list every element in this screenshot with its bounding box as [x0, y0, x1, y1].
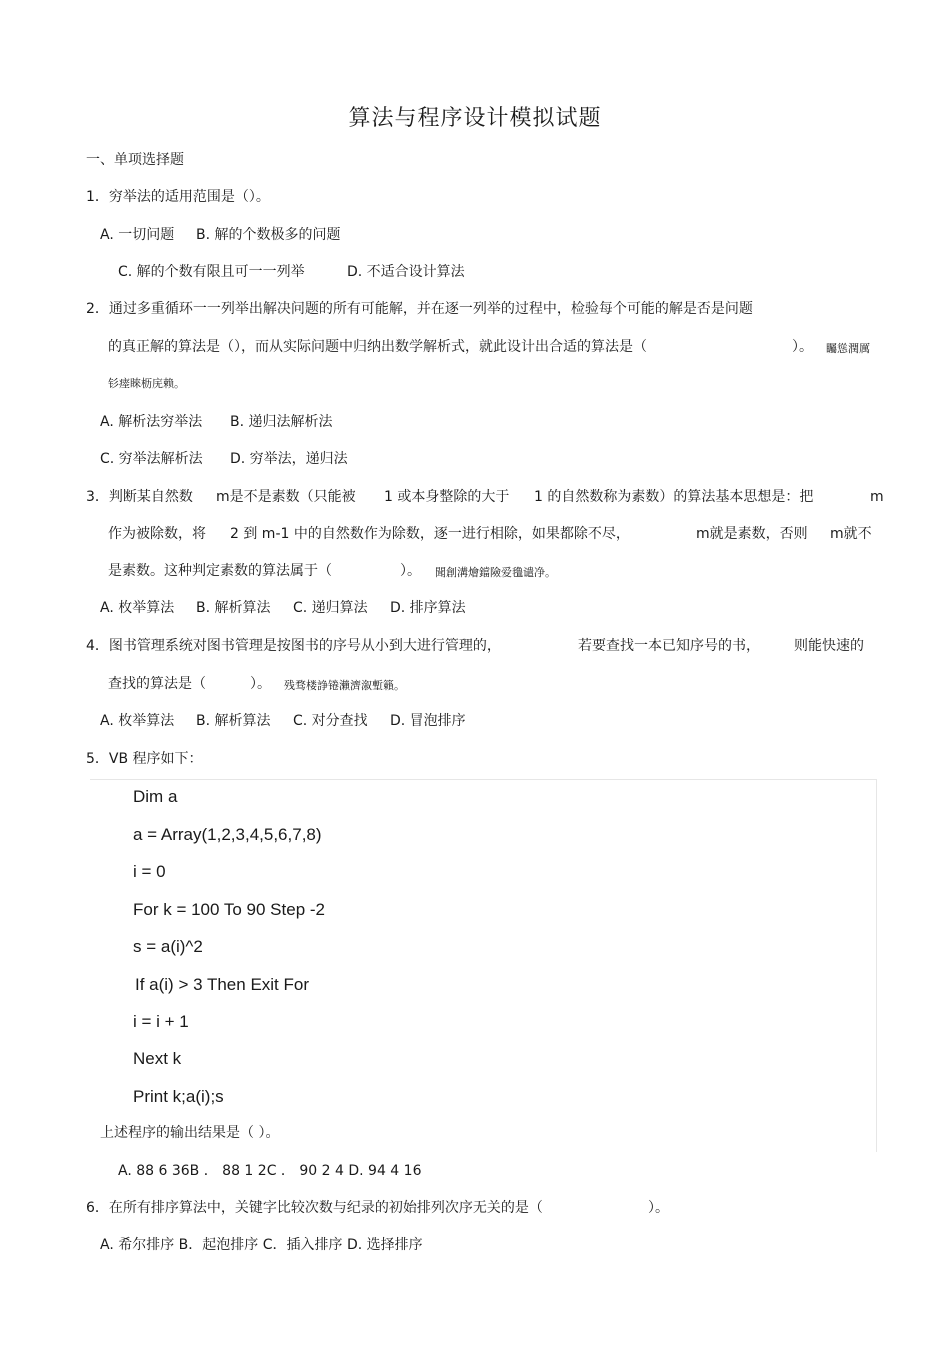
question-1-option-d: D. 不适合设计算法: [347, 264, 465, 280]
page-title: 算法与程序设计模拟试题: [348, 106, 602, 131]
question-2-option-a: A. 解析法穷举法: [100, 414, 203, 430]
question-3-line-1b: m是不是素数（只能被: [216, 489, 356, 505]
question-3-line-1c: 1 或本身整除的大于: [384, 489, 510, 505]
question-4-line-1a: 4．图书管理系统对图书管理是按图书的序号从小到大进行管理的，: [86, 638, 501, 654]
question-1-stem: 1．穷举法的适用范围是（）。: [86, 189, 270, 205]
question-2-option-b: B. 递归法解析法: [230, 414, 333, 430]
question-5-after-code: 上述程序的输出结果是（ ）。: [100, 1125, 280, 1141]
code-line: i = i + 1: [133, 1012, 189, 1031]
question-3-option-d: D. 排序算法: [390, 600, 466, 616]
question-4-line-1c: 则能快速的: [794, 638, 864, 654]
question-3-line-1d: 1 的自然数称为素数）的算法基本思想是：把: [534, 489, 814, 505]
question-3-line-2a: 作为被除数，将: [108, 526, 206, 542]
question-3-line-1a: 3．判断某自然数: [86, 489, 193, 505]
question-2-option-d: D. 穷举法，递归法: [230, 451, 348, 467]
question-3-noise: 聞創溝燴鐺險爱氇谴净。: [435, 566, 556, 579]
question-2-line-1: 2．通过多重循环一一列举出解决问题的所有可能解，并在逐一列举的过程中，检验每个可能的解是否是问题: [86, 301, 753, 317]
question-3-option-c: C. 递归算法: [293, 600, 368, 616]
question-3-line-1e: m: [870, 489, 884, 505]
question-4-line-2b: ）。: [250, 676, 271, 692]
question-4-option-a: A. 枚举算法: [100, 713, 175, 729]
question-1-option-a: A. 一切问题: [100, 227, 175, 243]
question-3-option-a: A. 枚举算法: [100, 600, 175, 616]
question-2-line-2: 的真正解的算法是（），而从实际问题中归纳出数学解析式，就此设计出合适的算法是（: [108, 339, 647, 355]
question-6-options: A. 希尔排序 B．起泡排序 C．插入排序 D. 选择排序: [100, 1237, 423, 1253]
question-4-line-2a: 查找的算法是（: [108, 676, 206, 692]
code-line: s = a(i)^2: [133, 937, 203, 956]
question-6-stem-b: ）。: [648, 1200, 669, 1216]
question-2-option-c: C. 穷举法解析法: [100, 451, 203, 467]
question-4-option-d: D. 冒泡排序: [390, 713, 466, 729]
question-3-line-2b: 2 到 m-1 中的自然数作为除数，逐一进行相除，如果都除不尽，: [230, 526, 630, 542]
question-4-option-b: B. 解析算法: [196, 713, 271, 729]
question-3-line-3a: 是素数。这种判定素数的算法属于（: [108, 563, 332, 579]
code-line: If a(i) > 3 Then Exit For: [135, 975, 310, 994]
question-3-option-b: B. 解析算法: [196, 600, 271, 616]
question-1-option-b: B. 解的个数极多的问题: [196, 227, 341, 243]
question-5-options: A. 88 6 36B ． 88 1 2C ． 90 2 4 D. 94 4 16: [118, 1163, 422, 1179]
code-line: Print k;a(i);s: [133, 1087, 224, 1106]
question-2-noise-2: 钐瘗睞枥庑赖。: [108, 377, 185, 390]
question-5-stem: 5．VB 程序如下：: [86, 751, 203, 767]
question-4-line-1b: 若要查找一本已知序号的书，: [578, 638, 760, 654]
code-line: Next k: [133, 1049, 182, 1068]
question-3-line-2c: m就是素数，否则: [696, 526, 808, 542]
question-2-line-2-end: ）。: [792, 339, 813, 355]
section-heading: 一、单项选择题: [86, 152, 184, 168]
question-3-line-3b: ）。: [400, 563, 421, 579]
question-3-line-2d: m就不: [830, 526, 872, 542]
question-4-noise: 残骛楼諍锩瀨濟溆塹籟。: [284, 679, 405, 692]
code-line: a = Array(1,2,3,4,5,6,7,8): [133, 825, 322, 844]
code-line: For k = 100 To 90 Step -2: [133, 900, 325, 919]
question-2-noise-1: 矚慫潤厲: [826, 342, 870, 355]
question-6-stem-a: 6．在所有排序算法中，关键字比较次数与纪录的初始排列次序无关的是（: [86, 1200, 543, 1216]
code-line: i = 0: [133, 862, 166, 881]
question-4-option-c: C. 对分查找: [293, 713, 368, 729]
question-1-option-c: C. 解的个数有限且可一一列举: [118, 264, 305, 280]
code-line: Dim a: [133, 787, 178, 806]
